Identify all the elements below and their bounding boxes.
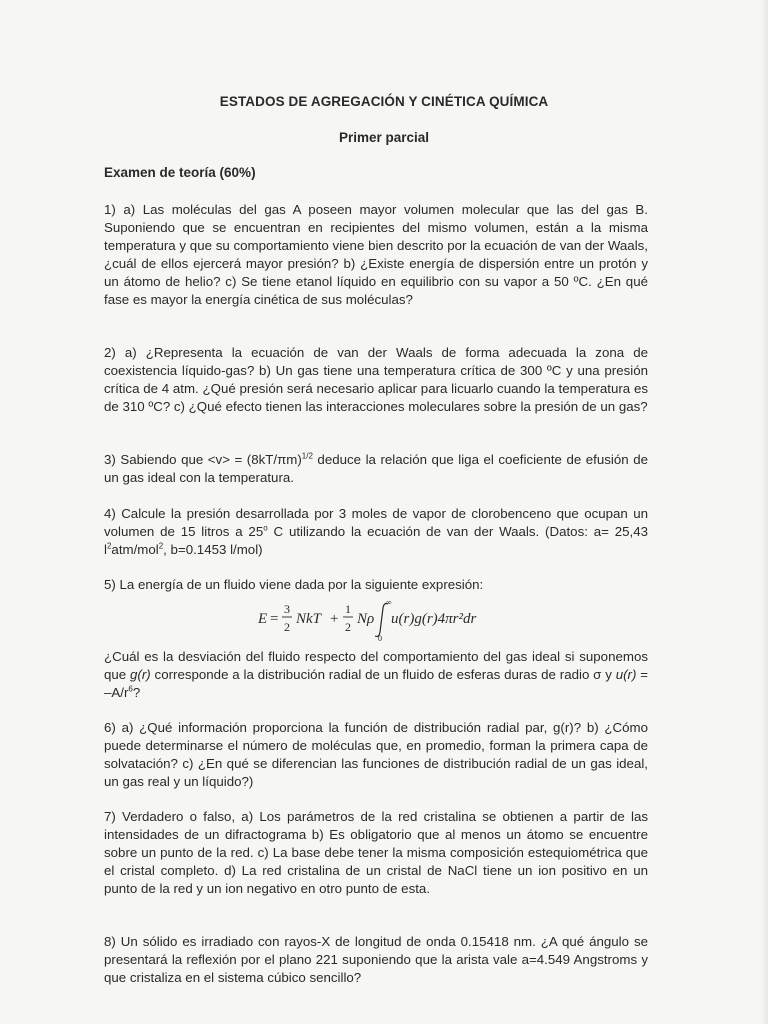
q4-part-d: , b=0.1453 l/mol)	[163, 542, 263, 557]
page-edge-shadow	[760, 0, 768, 1024]
eq-term-nkt: NkT	[296, 611, 322, 627]
q4-sup-2a: 2	[106, 541, 112, 551]
question-5-body-text	[104, 648, 648, 702]
eq-int-lower: 0	[378, 634, 382, 642]
eq-frac2-num: 1	[345, 602, 351, 616]
q4-part-c: atm/mol	[111, 542, 159, 557]
question-5-intro-text: 5) La energía de un fluido viene dada por la siguiente expresión:	[104, 577, 484, 592]
eq-term-nrho: Nρ	[357, 611, 375, 627]
question-3	[104, 451, 648, 487]
question-6	[104, 719, 648, 791]
document-title: ESTADOS DE AGREGACIÓN Y CINÉTICA QUÍMICA	[219, 94, 549, 109]
q5-exponent: 6	[128, 684, 133, 694]
eq-term-integrand: u(r)g(r)4πr²dr	[391, 611, 477, 627]
q5-ur: u(r)	[615, 667, 637, 682]
question-3-text	[104, 451, 648, 487]
q4-part-b: C utilizando la ecuación de van der Waals. (Datos: a= 25,43 l	[104, 524, 648, 557]
question-8	[104, 933, 648, 987]
eq-equals: =	[270, 611, 279, 627]
q5-part-4: ?	[132, 685, 141, 700]
question-4-text	[104, 505, 648, 559]
eq-frac1-den: 2	[284, 620, 290, 634]
q4-degree-sup: o	[263, 523, 268, 533]
q5-gr: g(r)	[130, 667, 151, 682]
eq-plus: +	[330, 611, 339, 627]
q4-sup-2b: 2	[158, 541, 164, 551]
question-2-text: 2) a) ¿Representa la ecuación de van der Waals de forma adecuada la zona de coexistencia líquido-gas? b) Un gas tiene una temperatura crítica de 300 ºC y una presión crítica de 4 atm. ¿Qué presión será necesario aplicar para licuarlo cuando la temperatura es de 310 ºC? c) ¿Qué efecto tienen las interacciones moleculares sobre la presión de un gas?	[104, 345, 648, 414]
section-heading: Examen de teoría (60%)	[104, 165, 256, 180]
question-1	[104, 201, 648, 309]
question-6-text: 6) a) ¿Qué información proporciona la función de distribución radial par, g(r)? b) ¿Cómo puede determinarse el número de moléculas que, en promedio, forman la primera capa de solvatación? c) ¿En qué se diferencian las funciones de distribución radial de un gas ideal, un gas real y un líquido?)	[104, 720, 648, 789]
question-5-body	[104, 648, 648, 702]
q5-part-3: = –A/r	[104, 667, 648, 700]
eq-E: E	[258, 611, 268, 627]
question-7	[104, 808, 648, 898]
energy-equation	[0, 598, 768, 642]
integral-sign	[375, 604, 388, 637]
q5-part-1: ¿Cuál es la desviación del fluido respecto del comportamiento del gas ideal si suponemos que	[104, 649, 648, 682]
question-1-text: 1) a) Las moléculas del gas A poseen mayor volumen molecular que las del gas B. Suponiendo que se encuentran en recipientes del mismo volumen, están a la misma temperatura y que su comportamiento viene bien descrito por la ecuación de van der Waals, ¿cuál de ellos ejercerá mayor presión? b) ¿Existe energía de dispersión entre un protón y un átomo de helio? c) Se tiene etanol líquido en equilibrio con su vapor a 50 ºC. ¿En qué fase es mayor la energía cinética de sus moléculas?	[104, 202, 648, 307]
eq-frac1-num: 3	[284, 602, 290, 616]
question-5-intro	[104, 576, 648, 594]
q5-part-2: corresponde a la distribución radial de un fluido de esferas duras de radio σ y	[150, 667, 616, 682]
q3-exponent: 1/2	[301, 451, 313, 461]
question-7-text: 7) Verdadero o falso, a) Los parámetros de la red cristalina se obtienen a partir de las intensidades de un difractograma b) Es obligatorio que al menos un átomo se encuentre sobre un punto de la red. c) La base debe tener la misma composición estequiométrica que el cristal completo. d) La red cristalina de un cristal de NaCl tiene un ion positivo en un punto de la red y un ion negativo en otro punto de esta.	[104, 809, 648, 896]
q3-part-a: 3) Sabiendo que <v> = (8kT/πm)	[104, 452, 302, 467]
q4-part-a: 4) Calcule la presión desarrollada por 3 moles de vapor de clorobenceno que ocupan un volumen de 15 litros a 25	[104, 506, 648, 539]
q3-part-b: deduce la relación que liga el coeficiente de efusión de un gas ideal con la temperatura.	[104, 452, 648, 485]
question-4	[104, 505, 648, 559]
question-8-text: 8) Un sólido es irradiado con rayos-X de longitud de onda 0.15418 nm. ¿A qué ángulo se presentará la reflexión por el plano 221 suponiendo que la arista vale a=4.549 Angstroms y que cristaliza en el sistema cúbico sencillo?	[104, 934, 648, 985]
document-subtitle: Primer parcial	[338, 130, 430, 145]
question-2	[104, 344, 648, 416]
eq-frac2-den: 2	[345, 620, 351, 634]
eq-int-upper: ∞	[386, 598, 392, 607]
